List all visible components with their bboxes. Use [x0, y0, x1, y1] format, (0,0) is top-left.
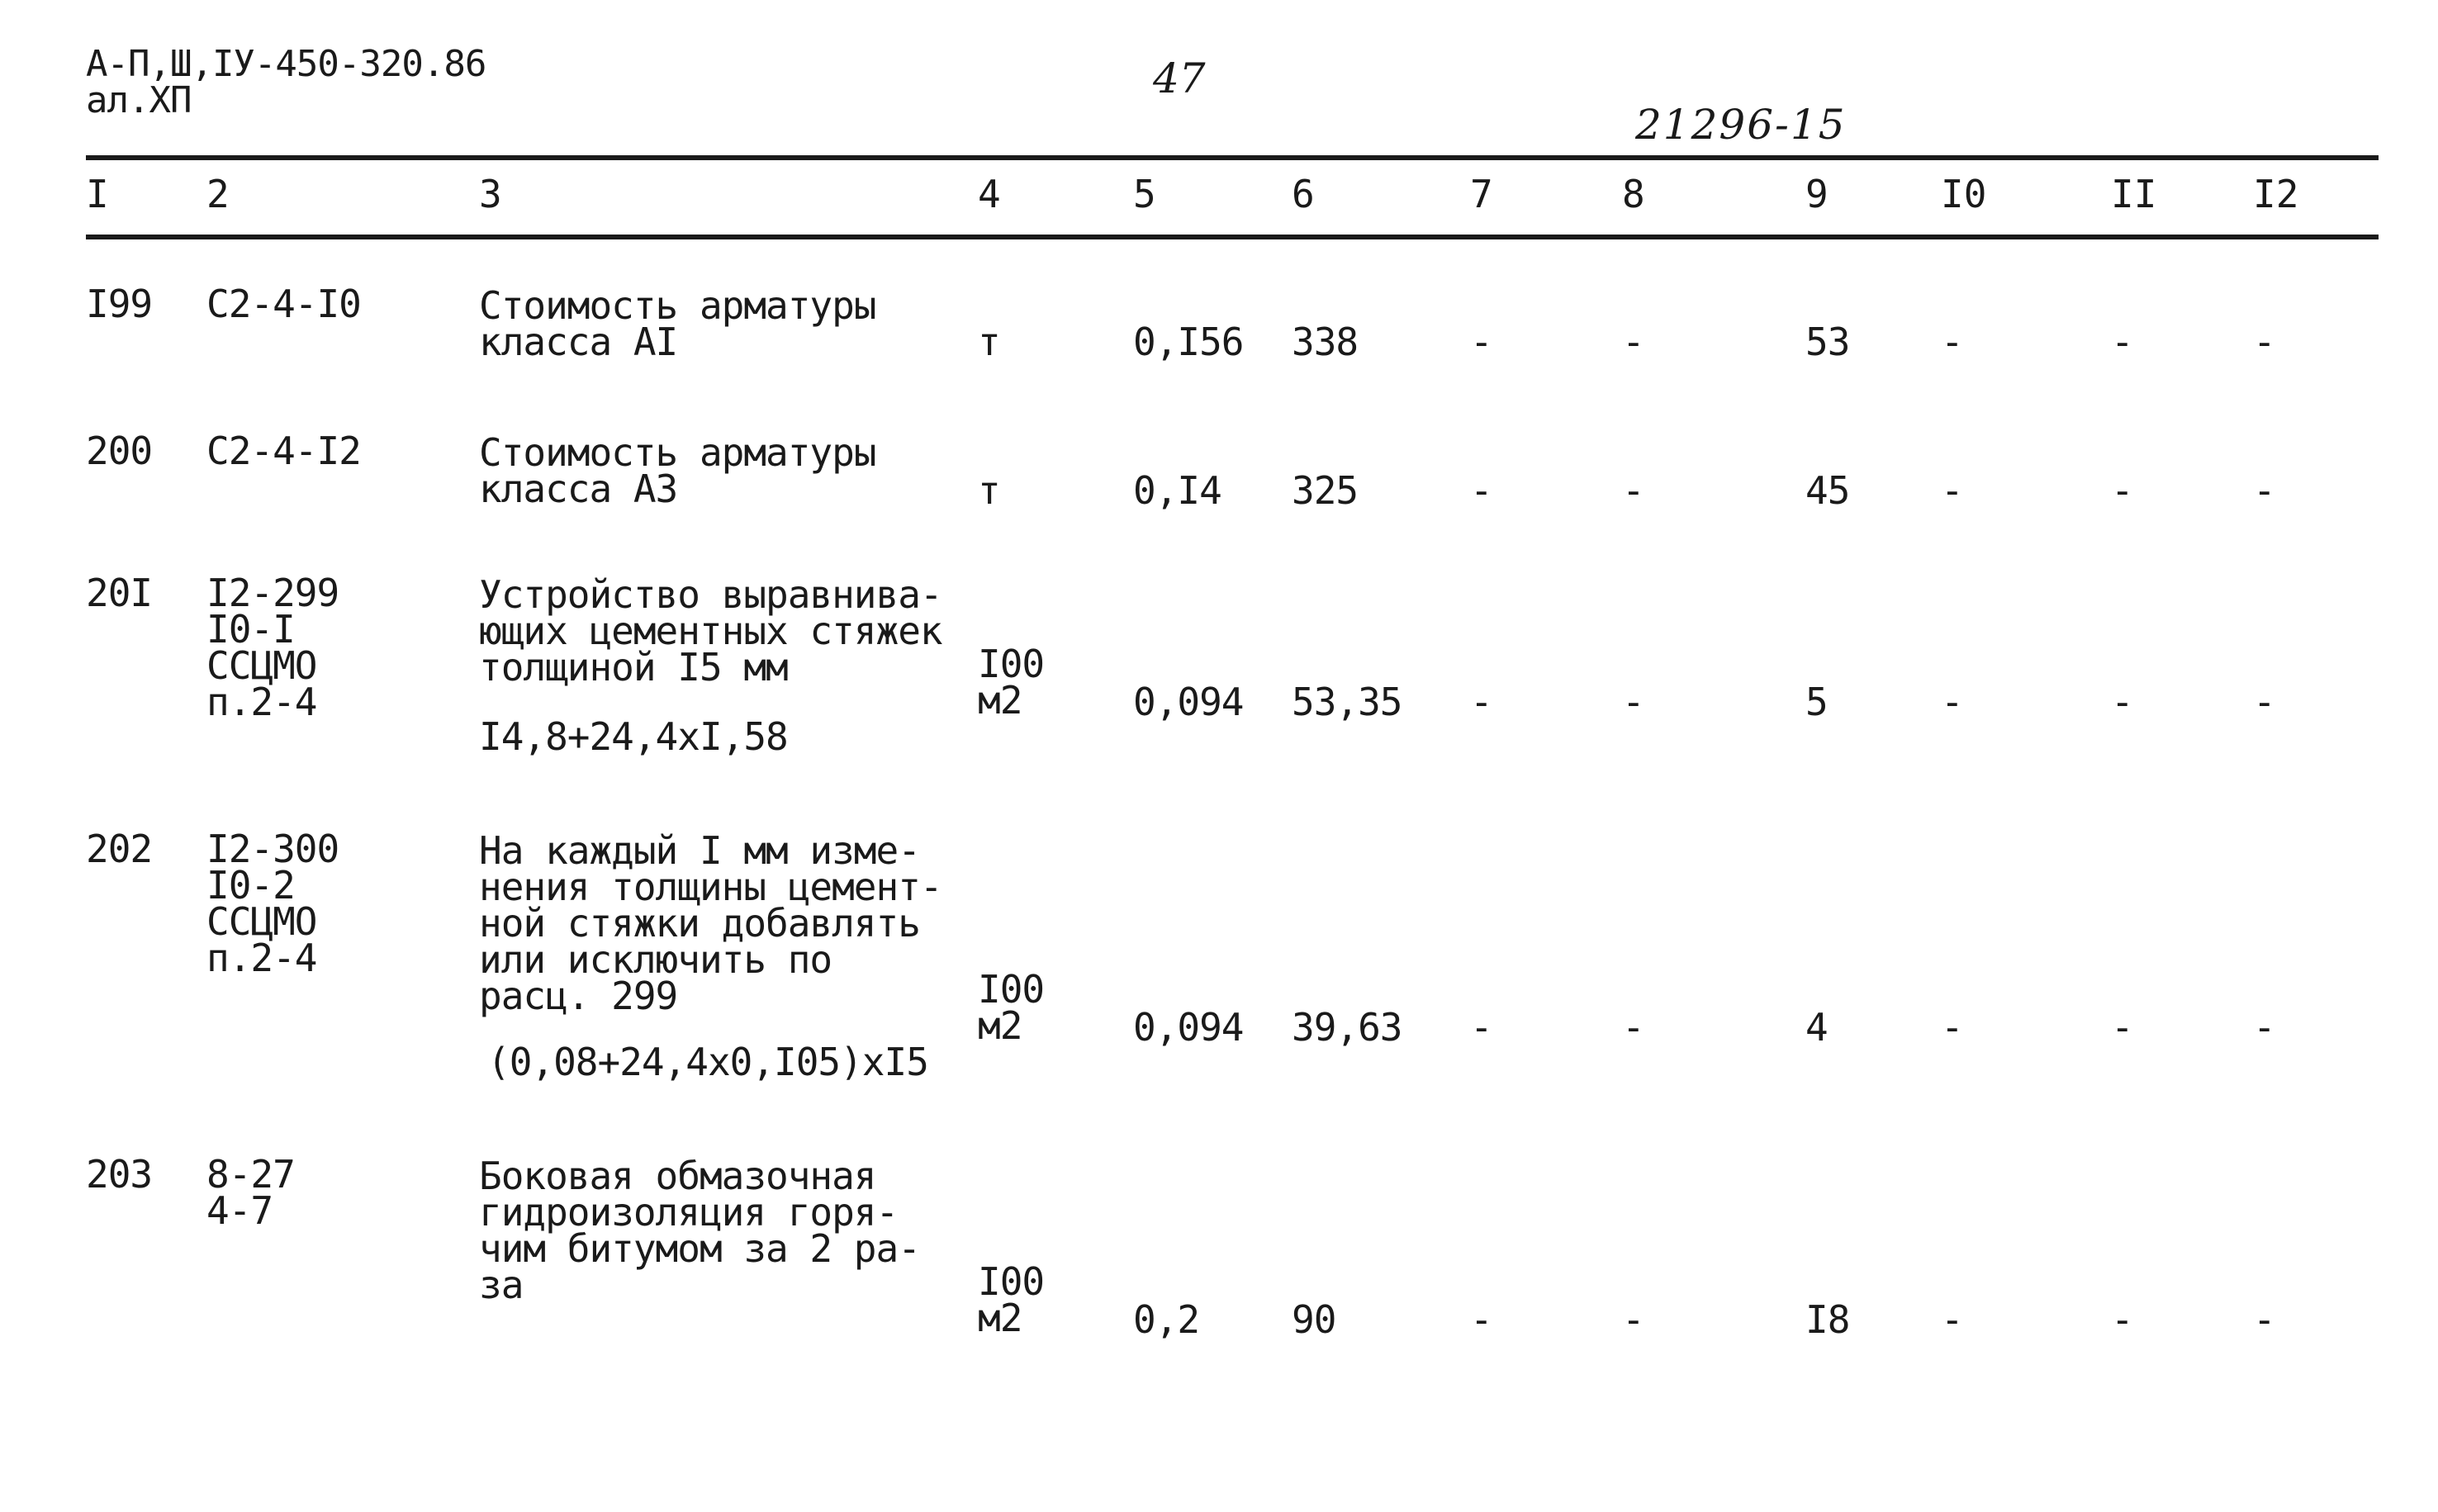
- work-description: [479, 283, 876, 364]
- rate-code-line: 8-27: [206, 1152, 295, 1197]
- rate-code-line: С2-4-I0: [206, 282, 361, 326]
- col12-value: -: [2253, 320, 2275, 364]
- work-description-line: чим битумом за 2 ра-: [479, 1226, 920, 1271]
- unit-of-measure-line: I00: [978, 642, 1045, 686]
- col9-value: 5: [1805, 680, 1828, 724]
- col7-value: -: [1470, 680, 1492, 724]
- unit-price: 90: [1292, 1297, 1336, 1342]
- document-number: 21296-15: [1635, 101, 1847, 149]
- column-header-8: 8: [1622, 172, 1645, 216]
- col12-value: -: [2253, 1297, 2275, 1342]
- col9-value: 53: [1805, 320, 1850, 364]
- col10-value: -: [1941, 1005, 1963, 1050]
- work-description-line: На каждый I мм изме-: [479, 828, 920, 873]
- col9-value: I8: [1805, 1297, 1850, 1342]
- rate-code-line: 4-7: [206, 1188, 273, 1233]
- col11-value: -: [2111, 320, 2133, 364]
- rate-code-line: I0-I: [206, 607, 295, 652]
- work-description-line: Стоимость арматуры: [479, 430, 876, 475]
- document-code: [86, 43, 486, 121]
- work-description-line: за: [479, 1263, 524, 1307]
- col9-value: 4: [1805, 1005, 1828, 1050]
- work-description: [479, 1154, 920, 1307]
- unit-price: 53,35: [1292, 680, 1402, 724]
- quantity: 0,I56: [1133, 320, 1244, 364]
- row-number: 200: [86, 429, 153, 473]
- work-description-line: Боковая обмазочная: [479, 1154, 876, 1198]
- unit-of-measure: [978, 1259, 1045, 1340]
- rate-code: [206, 827, 339, 980]
- column-header-2: 2: [206, 172, 230, 216]
- rate-code-line: I2-300: [206, 827, 339, 871]
- work-description-line: ющих цементных стяжек: [479, 609, 942, 653]
- work-description: [479, 828, 942, 1018]
- col12-value: -: [2253, 1005, 2275, 1050]
- rate-code: [206, 429, 361, 473]
- col7-value: -: [1470, 320, 1492, 364]
- column-header-3: 3: [479, 172, 502, 216]
- work-description-line: класса АI: [479, 320, 678, 364]
- column-header-7: 7: [1470, 172, 1493, 216]
- work-description-line: или исключить по: [479, 937, 832, 982]
- col10-value: -: [1941, 320, 1963, 364]
- quantity-formula: I4,8+24,4хI,58: [479, 714, 788, 759]
- document-code-line1: А-П,Ш,IУ-450-320.86: [86, 43, 486, 85]
- col7-value: -: [1470, 1297, 1492, 1342]
- quantity: 0,2: [1133, 1297, 1200, 1342]
- unit-of-measure-line: т: [978, 320, 1000, 364]
- unit-of-measure: [978, 642, 1045, 723]
- rate-code-line: п.2-4: [206, 680, 317, 724]
- page-number: 47: [1153, 55, 1206, 102]
- work-description: [479, 430, 876, 511]
- column-header-10: I0: [1941, 172, 1987, 216]
- column-header-12: I2: [2253, 172, 2299, 216]
- quantity: 0,094: [1133, 1005, 1244, 1050]
- col10-value: -: [1941, 468, 1963, 513]
- work-description-line: Устройство выравнива-: [479, 572, 942, 617]
- unit-of-measure-line: м2: [978, 1003, 1022, 1048]
- rate-code-line: С2-4-I2: [206, 429, 361, 473]
- col8-value: -: [1622, 468, 1644, 513]
- column-header-1: I: [86, 172, 109, 216]
- unit-of-measure: [978, 468, 1000, 513]
- col8-value: -: [1622, 680, 1644, 724]
- rate-code: [206, 571, 339, 724]
- column-header-5: 5: [1133, 172, 1156, 216]
- rate-code: [206, 282, 361, 326]
- unit-of-measure: [978, 320, 1000, 364]
- column-header-4: 4: [978, 172, 1001, 216]
- unit-of-measure-line: т: [978, 468, 1000, 513]
- col11-value: -: [2111, 468, 2133, 513]
- row-number: I99: [86, 282, 153, 326]
- row-number: 203: [86, 1152, 153, 1197]
- col8-value: -: [1622, 1005, 1644, 1050]
- rate-code-line: ССЦМО: [206, 643, 317, 688]
- work-description-line: ной стяжки добавлять: [479, 901, 920, 946]
- unit-of-measure-line: м2: [978, 678, 1022, 723]
- col11-value: -: [2111, 1297, 2133, 1342]
- work-description-line: класса А3: [479, 467, 678, 511]
- work-description-line: нения толщины цемент-: [479, 865, 942, 909]
- unit-of-measure-line: м2: [978, 1296, 1022, 1340]
- unit-price: 39,63: [1292, 1005, 1402, 1050]
- rate-code-line: п.2-4: [206, 936, 317, 980]
- column-header-6: 6: [1292, 172, 1315, 216]
- col7-value: -: [1470, 1005, 1492, 1050]
- col12-value: -: [2253, 680, 2275, 724]
- document-code-line2: ал.ХП: [86, 79, 192, 121]
- rate-code-line: I0-2: [206, 863, 295, 908]
- col10-value: -: [1941, 680, 1963, 724]
- column-header-9: 9: [1805, 172, 1828, 216]
- work-description: [479, 572, 942, 690]
- col9-value: 45: [1805, 468, 1850, 513]
- quantity: 0,094: [1133, 680, 1244, 724]
- column-header-11: II: [2111, 172, 2157, 216]
- unit-price: 338: [1292, 320, 1359, 364]
- work-description-line: толщиной I5 мм: [479, 645, 788, 690]
- work-description-line: Стоимость арматуры: [479, 283, 876, 328]
- header-rule-bottom: [86, 235, 2379, 239]
- rate-code: [206, 1152, 295, 1233]
- unit-price: 325: [1292, 468, 1359, 513]
- row-number: 202: [86, 827, 153, 871]
- row-number: 20I: [86, 571, 153, 615]
- unit-of-measure-line: I00: [978, 967, 1045, 1012]
- header-rule-top: [86, 155, 2379, 160]
- unit-of-measure-line: I00: [978, 1259, 1045, 1304]
- col11-value: -: [2111, 680, 2133, 724]
- col10-value: -: [1941, 1297, 1963, 1342]
- rate-code-line: ССЦМО: [206, 899, 317, 944]
- col8-value: -: [1622, 320, 1644, 364]
- rate-code-line: I2-299: [206, 571, 339, 615]
- quantity-formula: (0,08+24,4х0,I05)хI5: [487, 1040, 928, 1084]
- col12-value: -: [2253, 468, 2275, 513]
- work-description-line: гидроизоляция горя-: [479, 1190, 899, 1235]
- work-description-line: расц. 299: [479, 974, 678, 1018]
- col8-value: -: [1622, 1297, 1644, 1342]
- quantity: 0,I4: [1133, 468, 1221, 513]
- col11-value: -: [2111, 1005, 2133, 1050]
- unit-of-measure: [978, 967, 1045, 1048]
- col7-value: -: [1470, 468, 1492, 513]
